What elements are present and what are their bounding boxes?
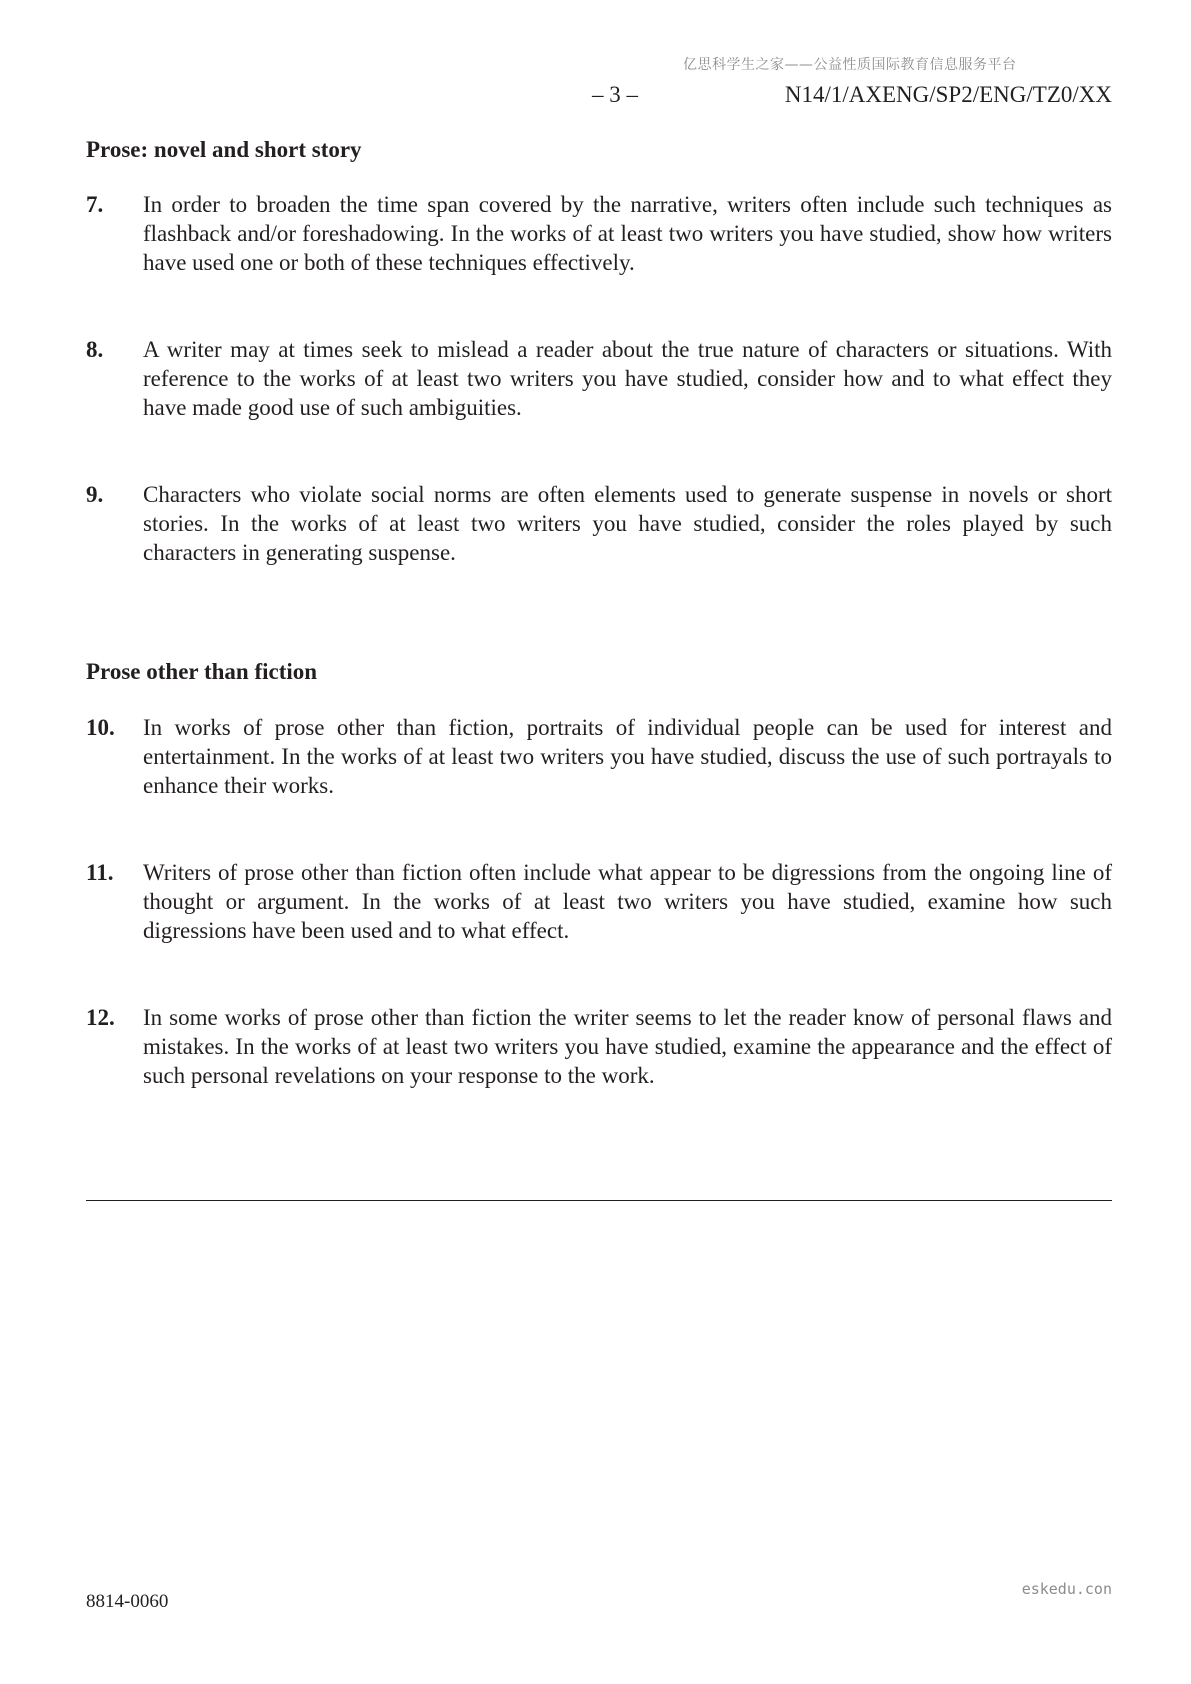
header-watermark: 亿思科学生之家——公益性质国际教育信息服务平台 [683, 57, 1017, 73]
question-number: 9. [86, 482, 104, 507]
document-code: N14/1/AXENG/SP2/ENG/TZ0/XX [784, 82, 1112, 107]
question-number: 10. [86, 715, 115, 740]
question-text: In works of prose other than fiction, portraits of individual people can be used for interest and entertainment. In the works of at least two writers you have studied, discuss the use of such portrayals to enhance their works. [143, 715, 1112, 798]
question-text: In some works of prose other than fiction the writer seems to let the reader know of personal flaws and mistakes. In the works of at least two writers you have studied, examine the appearance and the effect of such personal revelations on your response to the work. [143, 1005, 1112, 1088]
question-10 [86, 713, 1112, 800]
question-7 [86, 190, 1112, 277]
end-rule [86, 1200, 1112, 1201]
page-number: – 3 – [592, 82, 638, 107]
question-number: 11. [86, 860, 114, 885]
question-number: 7. [86, 192, 104, 217]
question-text: Characters who violate social norms are often elements used to generate suspense in novels or short stories. In the works of at least two writers you have studied, consider the roles played by such characters in generating suspense. [143, 482, 1112, 565]
question-text: In order to broaden the time span covered by the narrative, writers often include such techniques as flashback and/or foreshadowing. In the works of at least two writers you have studied, show how writers have used one or both of these techniques effectively. [143, 192, 1112, 275]
question-8 [86, 335, 1112, 422]
section-heading-prose-novel: Prose: novel and short story [86, 137, 362, 162]
question-11 [86, 858, 1112, 945]
question-number: 12. [86, 1005, 115, 1030]
question-9 [86, 480, 1112, 567]
footer-watermark: eskedu.con [1021, 1580, 1112, 1598]
question-12 [86, 1003, 1112, 1090]
question-text: A writer may at times seek to mislead a reader about the true nature of characters or situations. With reference to the works of at least two writers you have studied, consider how and to what effect they have made good use of such ambiguities. [143, 337, 1112, 420]
question-number: 8. [86, 337, 104, 362]
footer-code: 8814-0060 [86, 1591, 169, 1612]
question-text: Writers of prose other than fiction often include what appear to be digressions from the ongoing line of thought or argument. In the works of at least two writers you have studied, examine how such digressions have been used and to what effect. [143, 860, 1112, 943]
section-heading-prose-nonfiction: Prose other than fiction [86, 659, 318, 684]
